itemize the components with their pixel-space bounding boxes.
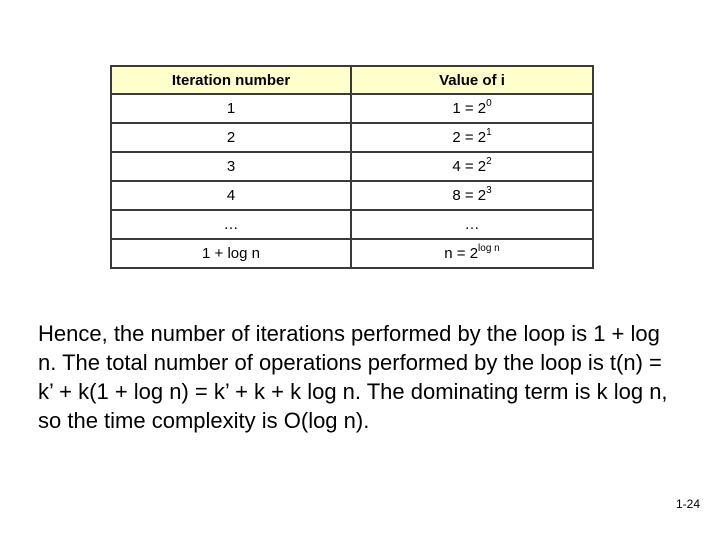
- explanation-paragraph: Hence, the number of iterations performed by the loop is 1 + log n. The total number of operations performed by the loop is t(n) = k’ + k(1 + log n) = k’ + k + k log n. The dominating term is k log n, so the time complexity is O(log n).: [38, 321, 668, 433]
- value-base: n = 2: [444, 245, 479, 262]
- value-cell: [351, 239, 593, 268]
- iteration-cell: 1: [111, 94, 351, 123]
- table-row: [111, 181, 593, 210]
- value-base: …: [464, 216, 480, 233]
- iteration-cell: …: [111, 210, 351, 239]
- value-exponent: 3: [486, 185, 492, 196]
- value-base: 1 = 2: [452, 100, 487, 117]
- table-row: [111, 94, 593, 123]
- value-base: 8 = 2: [452, 187, 487, 204]
- value-exponent: 1: [486, 127, 492, 138]
- iteration-cell: 3: [111, 152, 351, 181]
- table-row: [111, 210, 593, 239]
- table-row: [111, 123, 593, 152]
- value-cell: [351, 152, 593, 181]
- page-number: 1-24: [675, 497, 700, 511]
- iteration-cell: 2: [111, 123, 351, 152]
- table-header-row: [111, 66, 593, 94]
- value-exponent: 0: [486, 98, 492, 109]
- header-value-of-i: Value of i: [351, 66, 593, 94]
- table-row: [111, 152, 593, 181]
- header-iteration-number: Iteration number: [111, 66, 351, 94]
- value-cell: [351, 94, 593, 123]
- table-row: [111, 239, 593, 268]
- value-exponent: 2: [486, 156, 492, 167]
- value-base: 4 = 2: [452, 158, 487, 175]
- iteration-cell: 4: [111, 181, 351, 210]
- iteration-cell: 1 + log n: [111, 239, 351, 268]
- value-base: 2 = 2: [452, 129, 487, 146]
- value-cell: [351, 181, 593, 210]
- value-exponent: log n: [478, 243, 500, 254]
- value-cell: [351, 210, 593, 239]
- iteration-table: [110, 65, 594, 269]
- value-cell: [351, 123, 593, 152]
